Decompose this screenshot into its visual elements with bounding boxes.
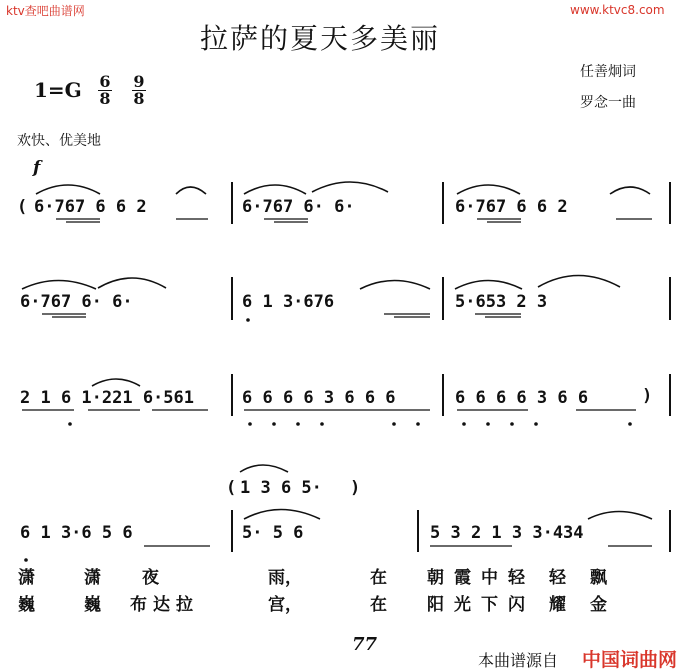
lyric-1-8: 中 (481, 568, 498, 588)
octave-dot (392, 422, 396, 426)
key-signature: 1=G (34, 78, 82, 102)
lyric-2-9: 光 (454, 595, 471, 615)
octave-dot (272, 422, 276, 426)
lyric-2-3: 布 (130, 595, 147, 615)
slur (610, 187, 650, 194)
lyric-1-3: 夜 (142, 568, 159, 588)
slur (244, 510, 320, 520)
lyric-2-12: 耀 (549, 595, 566, 615)
measure-4-2: 5· 5 6 (242, 523, 304, 543)
measure-2-1: 6·767 6· 6· (20, 292, 133, 312)
lyric-2-13: 金 (590, 595, 607, 615)
measure-1-1: 6·767 6 6 2 (34, 197, 147, 217)
ossia-bracket-close: ) (350, 478, 361, 498)
lyric-1-5: 在 (370, 568, 387, 588)
lyric-2-6: 宫， (268, 595, 302, 615)
slur (240, 465, 288, 472)
lyric-2-5: 拉 (176, 595, 193, 615)
measure-3-3: 6 6 6 6 3 6 6 (455, 388, 589, 408)
slur (312, 182, 388, 192)
octave-dot (246, 318, 250, 322)
measure-2-2: 6 1 3·676 (242, 292, 335, 312)
octave-dot (486, 422, 490, 426)
slur (457, 185, 520, 194)
slur (588, 512, 652, 520)
slur (360, 281, 430, 290)
octave-dot (320, 422, 324, 426)
octave-dot (296, 422, 300, 426)
lyric-1-2: 潇 (84, 568, 101, 588)
slur (98, 278, 166, 288)
slur (92, 379, 140, 386)
lyric-2-10: 下 (481, 595, 498, 615)
lyric-2-8: 阳 (427, 595, 444, 615)
slur (455, 281, 522, 290)
slur (538, 276, 620, 288)
time-signature-1: $\frac{6}{8}$ (99, 72, 111, 108)
octave-dot (248, 422, 252, 426)
watermark-left: ktv查吧曲谱网 (6, 4, 85, 18)
measure-4-1: 6 1 3·6 5 6 (20, 523, 133, 543)
octave-dot (462, 422, 466, 426)
measure-2-3: 5·653 2 3 (455, 292, 548, 312)
dynamic-marking: f (33, 158, 41, 178)
lyric-2-7: 在 (370, 595, 387, 615)
octave-dot (68, 422, 72, 426)
octave-dot (534, 422, 538, 426)
lyric-2-1: 巍 (18, 595, 35, 615)
lyric-2-11: 闪 (508, 595, 525, 615)
lyric-2-2: 巍 (84, 595, 101, 615)
watermark-right: www.ktvc8.com (570, 3, 665, 17)
slur (244, 185, 306, 194)
page-title: 拉萨的夏天多美丽 (200, 22, 441, 55)
lyric-1-10: 轻 (549, 568, 566, 588)
measure-1-2: 6·767 6· 6· (242, 197, 355, 217)
composer-credit: 罗念一曲 (580, 95, 636, 111)
octave-dot (24, 558, 28, 562)
bracket-open: ( (17, 197, 28, 217)
measure-4-3: 5 3 2 1 3 3·434 (430, 523, 584, 543)
octave-dot (628, 422, 632, 426)
page-number: 77 (352, 634, 378, 655)
time-signature-2: $\frac{9}{8}$ (133, 72, 145, 108)
ossia-bracket-open: ( (226, 478, 237, 498)
lyric-1-11: 飘 (590, 568, 607, 588)
lyric-1-4: 雨， (268, 568, 302, 588)
lyric-1-9: 轻 (508, 568, 525, 588)
source-brand-logo: 中国词曲网 (582, 649, 678, 671)
measure-3-2: 6 6 6 6 3 6 6 6 (242, 388, 396, 408)
lyricist-credit: 任善炯词 (580, 64, 636, 80)
octave-dot (416, 422, 420, 426)
ossia-notes: 1 3 6 5· (240, 478, 322, 498)
octave-dot (510, 422, 514, 426)
lyric-1-7: 霞 (454, 568, 471, 588)
slur (176, 187, 206, 194)
measure-3-1: 2 1 6 1·221 6·561 (20, 388, 194, 408)
measure-1-3: 6·767 6 6 2 (455, 197, 568, 217)
slur (22, 281, 96, 290)
lyric-1-6: 朝 (427, 568, 444, 588)
bracket-close: ) (642, 386, 653, 406)
lyric-2-4: 达 (153, 595, 170, 615)
source-label: 本曲谱源自 (478, 651, 559, 670)
tempo-marking: 欢快、优美地 (17, 133, 101, 149)
lyric-1-1: 潇 (18, 568, 35, 588)
slur (36, 185, 100, 194)
